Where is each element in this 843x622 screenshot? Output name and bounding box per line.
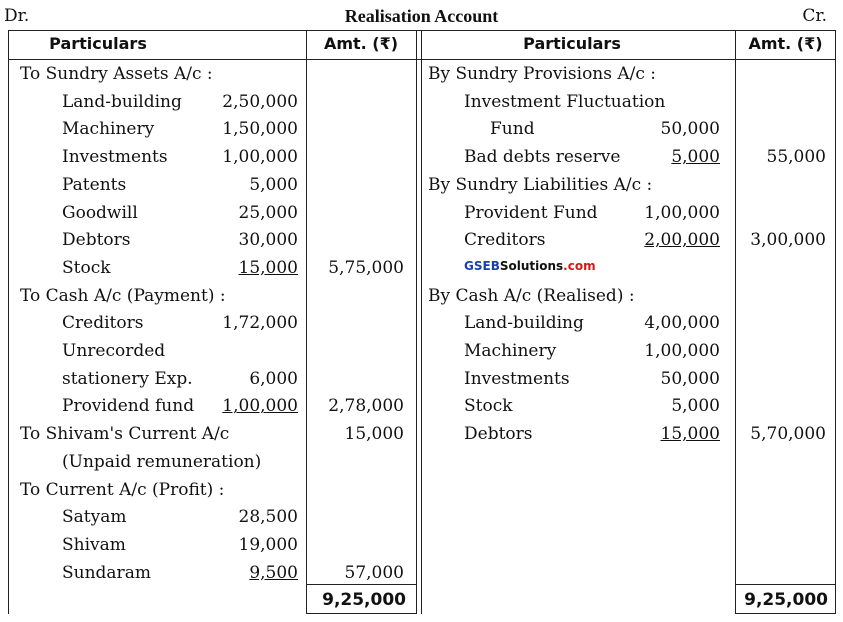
credit-amount-divider xyxy=(735,30,736,614)
credit-total-top-line xyxy=(735,584,836,585)
debit-row-subamount: 1,00,000 xyxy=(222,147,298,168)
credit-row-subamount: 1,00,000 xyxy=(644,341,720,361)
watermark-part-3: .com xyxy=(563,259,596,273)
credit-row-amount: 5,70,000 xyxy=(750,424,826,445)
debit-row-label: To Current A/c (Profit) : xyxy=(20,479,225,500)
debit-row-subamount: 1,50,000 xyxy=(222,119,298,140)
dr-label: Dr. xyxy=(4,6,30,26)
credit-row-label: Stock xyxy=(464,396,513,417)
table-top-border xyxy=(8,30,836,31)
credit-row-label: By Cash A/c (Realised) : xyxy=(428,285,635,306)
account-title: Realisation Account xyxy=(344,6,499,26)
credit-total: 9,25,000 xyxy=(744,590,828,610)
debit-row-subamount: 2,50,000 xyxy=(222,91,298,112)
watermark-part-1: GSEB xyxy=(464,259,500,273)
credit-row-label: Machinery xyxy=(464,341,557,361)
debit-row-label: Debtors xyxy=(62,230,131,251)
debit-row-label: Shivam xyxy=(62,534,126,555)
debit-total-bottom-line xyxy=(306,613,416,614)
credit-row-subamount: 5,000 xyxy=(671,147,720,168)
debit-row-label: Creditors xyxy=(62,313,144,334)
debit-row-label: stationery Exp. xyxy=(62,368,193,389)
debit-row-label: Sundaram xyxy=(62,562,151,583)
credit-row-subamount: 5,000 xyxy=(671,396,720,417)
credit-row-label: Creditors xyxy=(464,230,546,251)
debit-row-label: Satyam xyxy=(62,507,127,528)
credit-amount-header: Amt. (₹) xyxy=(748,34,823,53)
debit-row-subamount: 5,000 xyxy=(249,174,298,195)
debit-row-label: Unrecorded xyxy=(62,341,166,361)
debit-amount-divider xyxy=(306,30,307,614)
center-divider-right xyxy=(421,30,422,614)
credit-particulars-header: Particulars xyxy=(523,34,621,53)
credit-total-bottom-line xyxy=(735,613,836,614)
debit-row-subamount: 25,000 xyxy=(238,202,298,223)
table-right-border xyxy=(835,30,836,614)
credit-row-label: Land-building xyxy=(464,313,584,334)
credit-row-label: Fund xyxy=(490,119,535,140)
debit-row-label: To Cash A/c (Payment) : xyxy=(20,285,226,306)
realisation-account-table xyxy=(8,30,836,614)
credit-row-subamount: 15,000 xyxy=(660,424,720,445)
credit-row-label: Investment Fluctuation xyxy=(464,91,666,112)
debit-row-label: Land-building xyxy=(62,91,182,112)
debit-particulars-header: Particulars xyxy=(49,34,147,53)
debit-row-label: Goodwill xyxy=(62,202,138,223)
debit-row-label: Investments xyxy=(62,147,168,168)
debit-row-amount: 15,000 xyxy=(344,424,404,445)
center-divider-left xyxy=(416,30,417,614)
credit-row-amount: 3,00,000 xyxy=(750,230,826,251)
debit-row-label: Patents xyxy=(62,174,127,195)
debit-row-subamount: 15,000 xyxy=(238,257,298,278)
debit-total-top-line xyxy=(306,584,416,585)
credit-row-label: Bad debts reserve xyxy=(464,147,621,168)
watermark xyxy=(464,259,596,273)
debit-row-subamount: 30,000 xyxy=(238,230,298,251)
debit-row-label: Machinery xyxy=(62,119,155,140)
header-divider xyxy=(8,59,836,60)
debit-row-amount: 2,78,000 xyxy=(328,396,404,417)
credit-row-label: Investments xyxy=(464,368,570,389)
debit-row-subamount: 28,500 xyxy=(238,507,298,528)
debit-row-subamount: 9,500 xyxy=(249,562,298,583)
debit-row-subamount: 6,000 xyxy=(249,368,298,389)
debit-row-amount: 5,75,000 xyxy=(328,257,404,278)
debit-row-label: (Unpaid remuneration) xyxy=(62,451,262,472)
debit-row-subamount: 1,00,000 xyxy=(222,396,298,417)
credit-row-subamount: 50,000 xyxy=(660,368,720,389)
credit-row-label: Provident Fund xyxy=(464,202,598,223)
credit-row-label: By Sundry Provisions A/c : xyxy=(428,64,657,84)
credit-row-subamount: 50,000 xyxy=(660,119,720,140)
debit-amount-header: Amt. (₹) xyxy=(323,34,399,53)
credit-row-label: By Sundry Liabilities A/c : xyxy=(428,174,653,195)
credit-row-label: Debtors xyxy=(464,424,533,445)
debit-row-label: Providend fund xyxy=(62,396,195,417)
debit-row-subamount: 19,000 xyxy=(238,534,298,555)
table-left-border xyxy=(8,30,9,614)
credit-row-amount: 55,000 xyxy=(766,147,826,168)
debit-row-label: Stock xyxy=(62,257,111,278)
credit-row-subamount: 1,00,000 xyxy=(644,202,720,223)
credit-row-subamount: 4,00,000 xyxy=(644,313,720,334)
debit-row-label: To Shivam's Current A/c xyxy=(20,424,230,445)
watermark-part-2: Solutions xyxy=(499,259,564,273)
debit-row-subamount: 1,72,000 xyxy=(222,313,298,334)
debit-row-amount: 57,000 xyxy=(344,562,404,583)
debit-row-label: To Sundry Assets A/c : xyxy=(20,64,213,84)
credit-row-subamount: 2,00,000 xyxy=(644,230,720,251)
cr-label: Cr. xyxy=(802,6,827,26)
debit-total: 9,25,000 xyxy=(322,590,406,610)
